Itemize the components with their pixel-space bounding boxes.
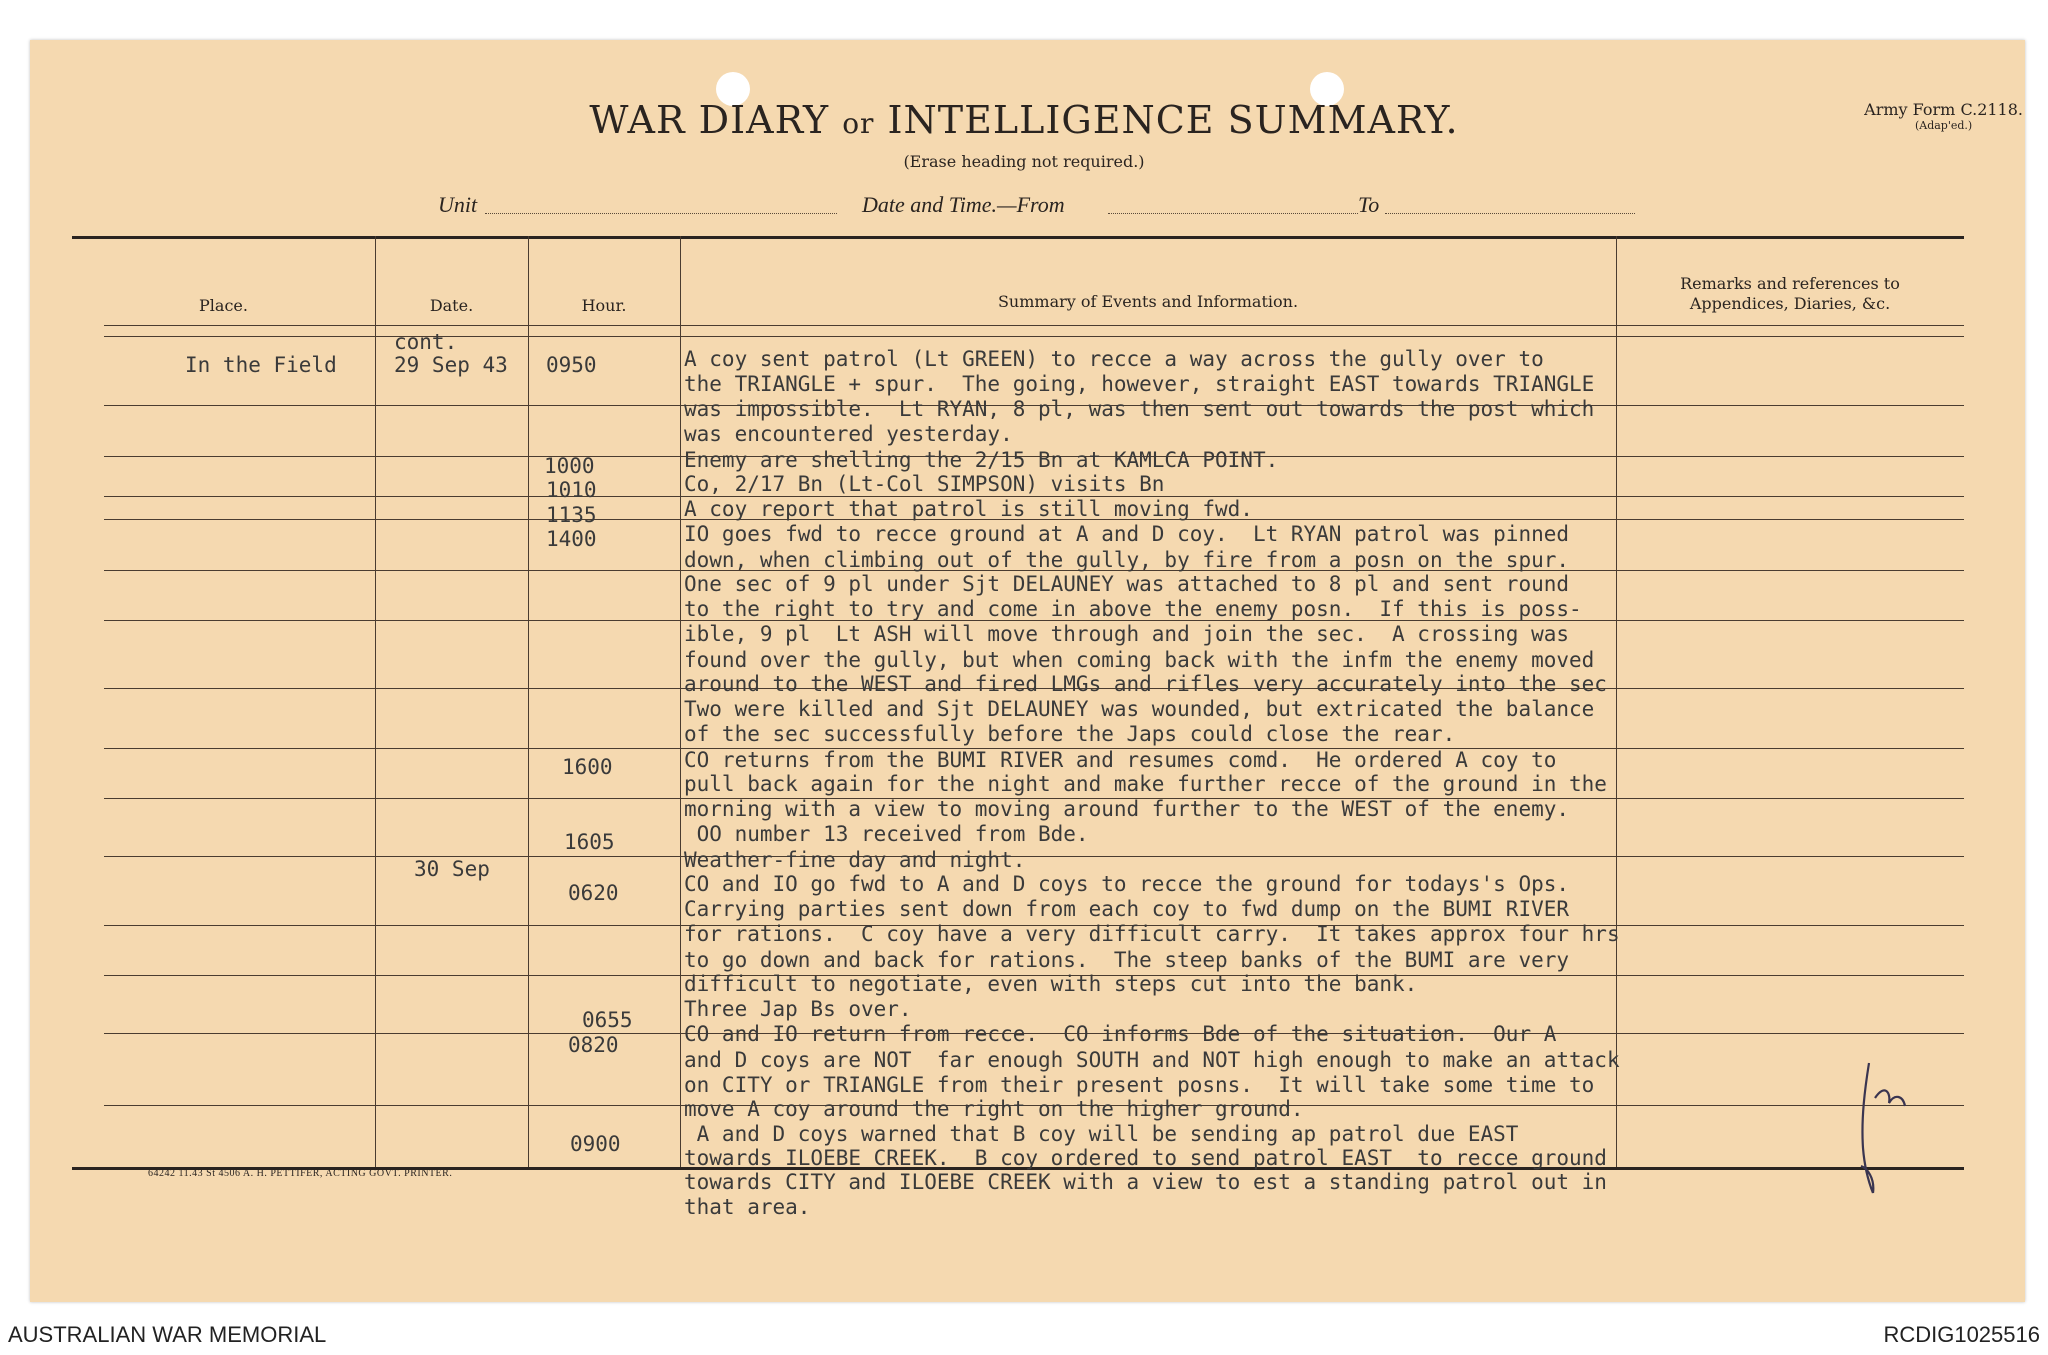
summary-line: A coy report that patrol is still moving fwd.	[684, 497, 1253, 521]
table-rule	[104, 325, 1964, 326]
summary-line: move A coy around the right on the higher ground.	[684, 1097, 1304, 1121]
place-cell: In the Field	[185, 353, 337, 377]
summary-line: the TRIANGLE + spur. The going, however, straight EAST towards TRIANGLE	[684, 372, 1595, 396]
summary-line: found over the gully, but when coming back with the infm the enemy moved	[684, 648, 1595, 672]
signature-initials	[1855, 1058, 1915, 1198]
summary-line: Enemy are shelling the 2/15 Bn at KAMLCA POINT.	[684, 448, 1279, 472]
summary-line: Weather-fine day and night.	[684, 848, 1026, 872]
table-rule	[104, 856, 1964, 857]
form-subtitle: (Erase heading not required.)	[903, 152, 1145, 171]
summary-line: for rations. C coy have a very difficult carry. It takes approx four hrs	[684, 922, 1620, 946]
unit-label: Unit	[438, 192, 478, 217]
summary-line: was encountered yesterday.	[684, 422, 1013, 446]
hour-cell: 1010	[546, 478, 597, 502]
hour-cell: 0620	[568, 881, 619, 905]
summary-line: CO returns from the BUMI RIVER and resumes comd. He ordered A coy to	[684, 748, 1557, 772]
hour-cell: 0820	[568, 1033, 619, 1057]
printer-imprint: 64242 11.43 St 4506 A. H. PETTIFER, ACTING GOVT. PRINTER.	[148, 1168, 453, 1179]
summary-line: that area.	[684, 1195, 811, 1219]
date-cont: cont.	[394, 330, 458, 354]
hour-cell: 0900	[570, 1132, 621, 1156]
summary-line: Two were killed and Sjt DELAUNEY was wounded, but extricated the balance	[684, 697, 1595, 721]
summary-line: around to the WEST and fired LMGs and rifles very accurately into the sec	[684, 672, 1607, 696]
army-form-number	[1864, 100, 2023, 132]
hour-cell: 1000	[544, 454, 595, 478]
hour-cell: 1135	[546, 503, 597, 527]
title-or: or	[842, 107, 875, 140]
to-label: To	[1358, 192, 1380, 217]
summary-line: and D coys are NOT far enough SOUTH and NOT high enough to make an attack	[684, 1048, 1620, 1072]
summary-line: Carrying parties sent down from each coy to fwd dump on the BUMI RIVER	[684, 897, 1570, 921]
header-remarks-line: Remarks and references to	[1680, 274, 1900, 293]
summary-line: CO and IO go fwd to A and D coys to recce the ground for todays's Ops.	[684, 872, 1570, 896]
header-hour: Hour.	[581, 296, 627, 315]
summary-line: difficult to negotiate, even with steps cut into the bank.	[684, 972, 1418, 996]
summary-line: down, when climbing out of the gully, by fire from a posn on the spur.	[684, 548, 1570, 572]
summary-line: to go down and back for rations. The steep banks of the BUMI are very	[684, 948, 1570, 972]
hour-cell: 1605	[564, 830, 615, 854]
column-divider	[528, 236, 529, 1167]
summary-line: towards ILOEBE CREEK. B coy ordered to send patrol EAST to recce ground	[684, 1146, 1607, 1170]
hour-cell: 0655	[582, 1008, 633, 1032]
summary-line: IO goes fwd to recce ground at A and D coy. Lt RYAN patrol was pinned	[684, 522, 1570, 546]
summary-line: Co, 2/17 Bn (Lt-Col SIMPSON) visits Bn	[684, 472, 1165, 496]
summary-line: towards CITY and ILOEBE CREEK with a view to est a standing patrol out in	[684, 1170, 1607, 1194]
caption-id: RCDIG1025516	[1883, 1322, 2040, 1347]
summary-line: ible, 9 pl Lt ASH will move through and join the sec. A crossing was	[684, 622, 1570, 646]
date-cell: 30 Sep	[414, 857, 490, 881]
column-divider	[375, 236, 376, 1167]
summary-line: One sec of 9 pl under Sjt DELAUNEY was attached to 8 pl and sent round	[684, 572, 1570, 596]
header-remarks-line: Appendices, Diaries, &c.	[1689, 294, 1891, 313]
summary-line: Three Jap Bs over.	[684, 997, 912, 1021]
summary-line: of the sec successfully before the Japs could close the rear.	[684, 722, 1456, 746]
unit-dotline	[485, 212, 837, 214]
summary-line: OO number 13 received from Bde.	[684, 822, 1089, 846]
from-dotline	[1108, 212, 1358, 214]
summary-line: pull back again for the night and make further recce of the ground in the	[684, 772, 1607, 796]
summary-line: A coy sent patrol (Lt GREEN) to recce a way across the gully over to	[684, 347, 1544, 371]
title-intelligence-summary: INTELLIGENCE SUMMARY.	[887, 98, 1459, 142]
form-title	[0, 98, 2048, 142]
header-remarks	[1620, 274, 1960, 314]
army-form-sub: (Adap'ed.)	[1914, 119, 1973, 132]
title-war-diary: WAR DIARY	[589, 98, 830, 142]
hour-cell: 1600	[562, 755, 613, 779]
summary-line: was impossible. Lt RYAN, 8 pl, was then sent out towards the post which	[684, 397, 1595, 421]
to-dotline	[1385, 212, 1635, 214]
hour-cell: 1400	[546, 527, 597, 551]
hour-cell: 0950	[546, 353, 597, 377]
table-rule	[104, 336, 1964, 337]
summary-line: CO and IO return from recce. CO informs Bde of the situation. Our A	[684, 1022, 1557, 1046]
summary-line: to the right to try and come in above the enemy posn. If this is poss-	[684, 597, 1582, 621]
caption-source: AUSTRALIAN WAR MEMORIAL	[8, 1322, 327, 1347]
date-time-label: Date and Time.—From	[862, 192, 1065, 217]
summary-line: A and D coys warned that B coy will be sending ap patrol due EAST	[684, 1122, 1519, 1146]
header-summary: Summary of Events and Information.	[997, 292, 1299, 311]
army-form-label: Army Form C.2118.	[1864, 100, 2023, 119]
summary-line: on CITY or TRIANGLE from their present posns. It will take some time to	[684, 1073, 1595, 1097]
date-cell: 29 Sep 43	[394, 353, 508, 377]
header-date: Date.	[429, 296, 474, 315]
column-divider	[680, 236, 681, 1167]
summary-line: morning with a view to moving around further to the WEST of the enemy.	[684, 797, 1570, 821]
header-place: Place.	[199, 296, 248, 315]
column-divider	[1616, 236, 1617, 1167]
